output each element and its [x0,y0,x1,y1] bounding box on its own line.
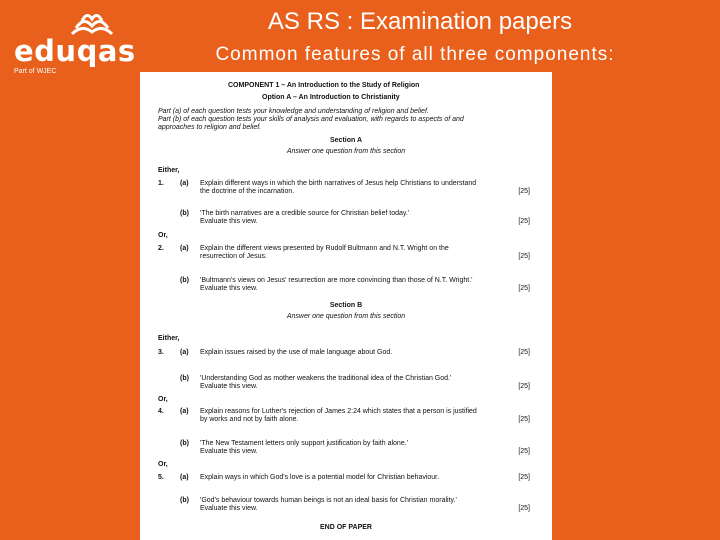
part-label: (a) [180,408,189,415]
question-text: resurrection of Jesus. [200,253,267,260]
mark-allocation: [25] [518,349,530,356]
section-b-instruction: Answer one question from this section [286,313,406,320]
or-label: Or, [158,232,168,239]
or-label: Or, [158,396,168,403]
mark-allocation: [25] [518,448,530,455]
question-number: 4. [158,408,164,415]
part-label: (b) [180,375,189,382]
eduqas-logo [8,8,136,75]
either-label: Either, [158,335,180,342]
question-text: 'The birth narratives are a credible source for Christian belief today.' [200,210,410,217]
or-label: Or, [158,461,168,468]
logo-subtext: Part of WJEC [14,68,57,75]
intro-line: approaches to religion and belief. [158,124,262,131]
question-number: 5. [158,474,164,481]
question-number: 1. [158,180,164,187]
question-text: Evaluate this view. [200,505,258,512]
question-text: 'God's behaviour towards human beings is not an ideal basis for Christian morality.' [200,497,457,504]
mark-allocation: [25] [518,285,530,292]
question-text: Evaluate this view. [200,383,258,390]
question-text: Explain issues raised by the use of male language about God. [200,349,393,356]
part-label: (b) [180,440,189,447]
intro-line: Part (a) of each question tests your knowledge and understanding of religion and belief. [158,108,429,115]
mark-allocation: [25] [518,383,530,390]
question-text: 'Bultmann's views on Jesus' resurrection are more convincing than those of N.T. Wright.' [200,277,473,284]
slide-title: AS RS : Examination papers [267,8,573,35]
slide-subtitle: Common features of all three components: [215,44,615,65]
part-label: (a) [180,245,189,252]
component-title: COMPONENT 1 – An Introduction to the Study of Religion [228,82,420,89]
question-text: 'The New Testament letters only support justification by faith alone.' [200,440,408,447]
question-text: Evaluate this view. [200,218,258,225]
mark-allocation: [25] [518,253,530,260]
option-title: Option A – An Introduction to Christianity [262,94,400,101]
question-text: Evaluate this view. [200,285,258,292]
mark-allocation: [25] [518,218,530,225]
question-text: Evaluate this view. [200,448,258,455]
section-b-heading: Section B [329,302,363,309]
question-text: by works and not by faith alone. [200,416,299,423]
question-text: Explain reasons for Luther's rejection of James 2:24 which states that a person is justified [200,408,477,415]
question-text: Explain ways in which God's love is a potential model for Christian behaviour. [200,474,440,481]
part-label: (a) [180,474,189,481]
part-label: (b) [180,277,189,284]
either-label: Either, [158,167,180,174]
section-a-heading: Section A [329,137,363,144]
mark-allocation: [25] [518,416,530,423]
intro-line: Part (b) of each question tests your skills of analysis and evaluation, with regards to aspects of and [158,116,464,123]
question-text: the doctrine of the incarnation. [200,188,295,195]
part-label: (b) [180,210,189,217]
exam-paper [140,72,552,540]
question-number: 2. [158,245,164,252]
part-label: (a) [180,180,189,187]
mark-allocation: [25] [518,505,530,512]
part-label: (b) [180,497,189,504]
part-label: (a) [180,349,189,356]
question-text: Explain the different views presented by Rudolf Bultmann and N.T. Wright on the [200,245,449,252]
question-text: 'Understanding God as mother weakens the traditional idea of the Christian God.' [200,375,452,382]
question-number: 3. [158,349,164,356]
mark-allocation: [25] [518,188,530,195]
logo-text: eduqas [14,34,136,68]
mark-allocation: [25] [518,474,530,481]
end-of-paper: END OF PAPER [320,524,372,531]
section-a-instruction: Answer one question from this section [286,148,406,155]
question-text: Explain different ways in which the birth narratives of Jesus help Christians to understand [200,180,477,187]
